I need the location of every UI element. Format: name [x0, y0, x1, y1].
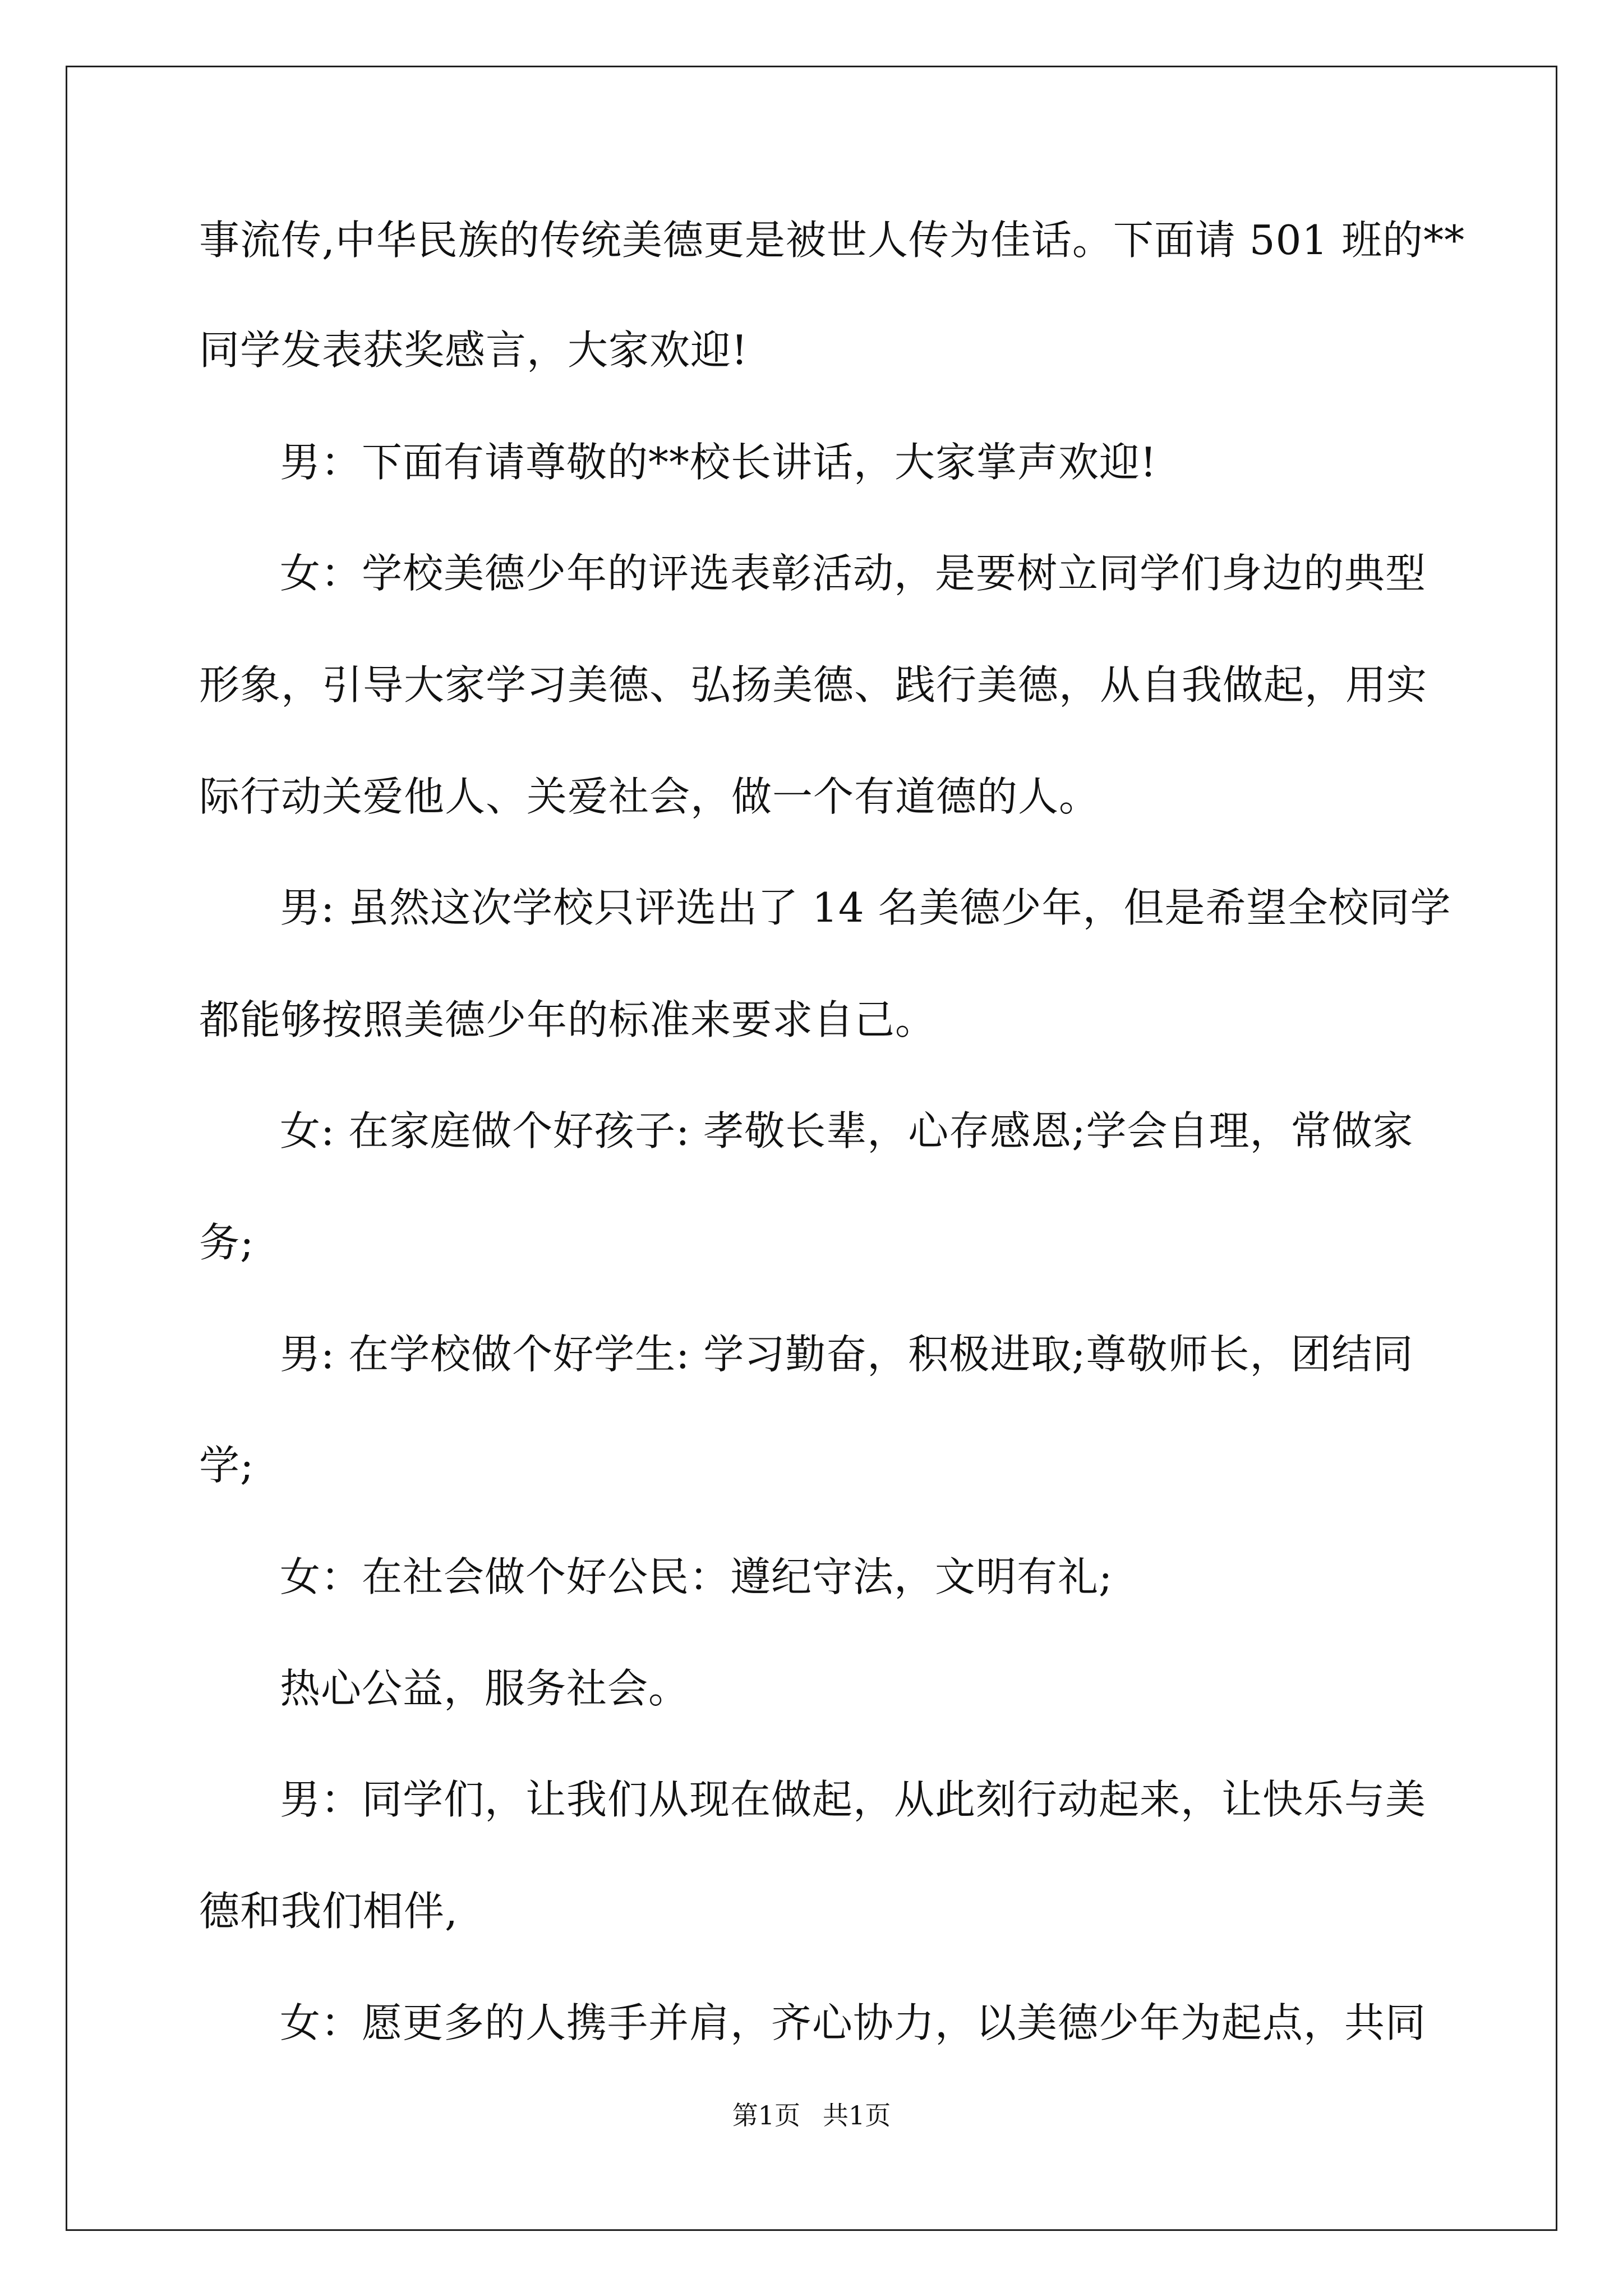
- text-line: 德和我们相伴,: [199, 1888, 458, 1935]
- page-number: 第1页: [732, 2100, 800, 2131]
- text-line: 际行动关爱他人、关爱社会，做一个有道德的人。: [199, 773, 1100, 820]
- text-line: 女：在社会做个好公民：遵纪守法，文明有礼;: [280, 1553, 1113, 1600]
- page-total: 共1页: [823, 2100, 891, 2131]
- text-line: 女: 在家庭做个好孩子: 孝敬长辈，心存感恩;学会自理，常做家: [280, 1107, 1414, 1154]
- text-line: 女：愿更多的人携手并肩，齐心协力，以美德少年为起点，共同: [280, 1999, 1427, 2046]
- page-footer: [0, 2099, 1623, 2132]
- text-line: 男: 虽然这次学校只评选出了 14 名美德少年，但是希望全校同学: [280, 884, 1451, 931]
- text-line: 务;: [199, 1219, 255, 1266]
- text-line: 都能够按照美德少年的标准来要求自己。: [199, 996, 937, 1043]
- text-line: 男: 在学校做个好学生: 学习勤奋，积极进取;尊敬师长，团结同: [280, 1331, 1414, 1378]
- text-line: 学;: [199, 1442, 255, 1489]
- text-line: 热心公益，服务社会。: [280, 1665, 690, 1712]
- text-line: 女：学校美德少年的评选表彰活动，是要树立同学们身边的典型: [280, 550, 1427, 597]
- text-line: 男：下面有请尊敬的**校长讲话，大家掌声欢迎!: [280, 439, 1157, 486]
- text-line: 事流传,中华民族的传统美德更是被世人传为佳话。下面请 501 班的**: [199, 217, 1465, 264]
- text-line: 形象，引导大家学习美德、弘扬美德、践行美德，从自我做起，用实: [199, 661, 1428, 708]
- text-line: 男：同学们，让我们从现在做起，从此刻行动起来，让快乐与美: [280, 1776, 1427, 1823]
- text-line: 同学发表获奖感言，大家欢迎!: [199, 326, 748, 374]
